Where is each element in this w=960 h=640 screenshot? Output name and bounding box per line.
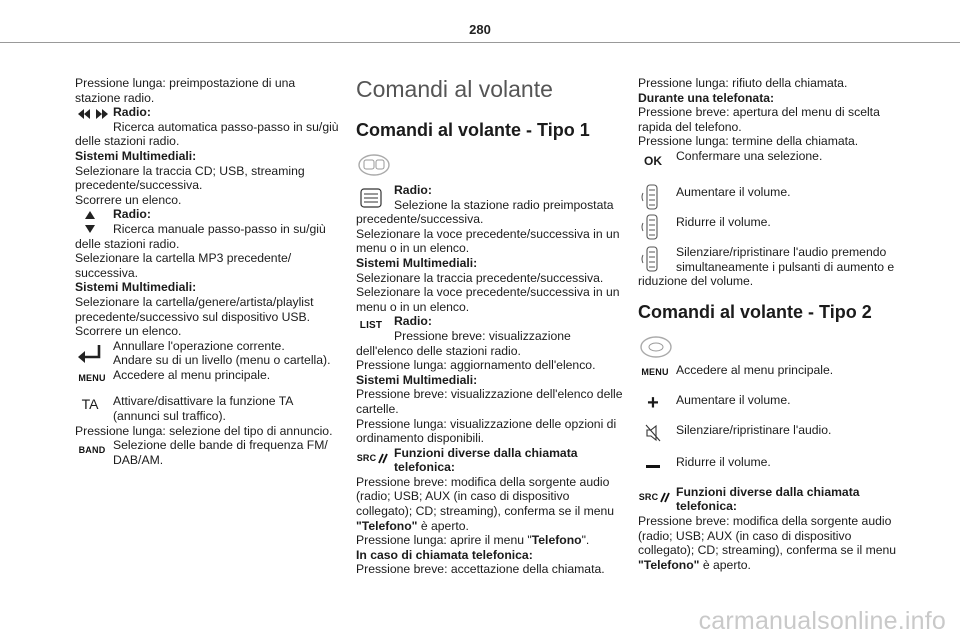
- paragraph: Pressione breve: visualizzazione: [394, 328, 571, 343]
- list-entry: [356, 314, 624, 358]
- plus-icon: +: [647, 391, 659, 414]
- section-title: Sistemi Multimediali:: [356, 255, 478, 270]
- paragraph: Selezionare la voce precedente/successiva in un menu o in un elenco.: [356, 285, 620, 314]
- paragraph: Attivare/disattivare la funzione TA: [113, 394, 294, 409]
- paragraph: precedente/successiva.: [356, 212, 484, 227]
- paragraph: Scorrere un elenco.: [75, 324, 182, 339]
- paragraph: Selezione la stazione radio preimpostata: [394, 197, 614, 212]
- paragraph: Ricerca automatica passo-passo in su/giù: [113, 119, 339, 134]
- paragraph: [638, 558, 898, 573]
- t2-voldown-entry: [638, 455, 898, 485]
- paragraph: Pressione breve: visualizzazione dell'elenco delle cartelle.: [356, 387, 623, 416]
- paragraph: Accedere al menu principale.: [113, 367, 271, 382]
- section-title: Sistemi Multimediali:: [356, 372, 478, 387]
- text: Pressione lunga: aprire il menu ": [356, 533, 532, 548]
- paragraph: Pressione lunga: preimpostazione di una stazione radio.: [75, 76, 296, 105]
- speaker-mute-icon: [638, 423, 668, 443]
- column-2: [356, 76, 624, 577]
- section-title: In caso di chiamata telefonica:: [356, 547, 533, 562]
- section-title: Funzioni diverse dalla chiamata telefonica:: [676, 484, 860, 514]
- paragraph: Ridurre il volume.: [676, 454, 771, 469]
- paragraph: Aumentare il volume.: [676, 392, 791, 407]
- src-phone-icon: [638, 491, 672, 505]
- paragraph: riduzione del volume.: [638, 274, 754, 289]
- volume-down-wheel-icon: [638, 213, 668, 241]
- ta-label-icon: TA: [81, 396, 99, 413]
- paragraph: Andare su di un livello (menu o cartella).: [113, 353, 331, 368]
- section-title: Sistemi Multimediali:: [75, 280, 197, 295]
- updown-entry: [75, 207, 340, 251]
- paragraph: Selezione delle bande di frequenza FM/: [113, 438, 328, 453]
- radio-title: Radio:: [113, 105, 151, 120]
- ok-entry: [638, 149, 898, 177]
- paragraph: simultaneamente i pulsanti di aumento e: [676, 259, 895, 274]
- text: è aperto.: [699, 557, 751, 572]
- telefono-bold: "Telefono": [638, 557, 700, 572]
- paragraph: Pressione lunga: termine della chiamata.: [638, 134, 859, 149]
- paragraph: Pressione lunga: aggiornamento dell'elenco.: [356, 358, 596, 373]
- paragraph: Selezionare la traccia precedente/successiva.: [356, 270, 604, 285]
- telefono-bold: "Telefono": [356, 518, 418, 533]
- paragraph: DAB/AM.: [113, 452, 164, 467]
- paragraph: Pressione lunga: visualizzazione delle opzioni di ordinamento disponibili.: [356, 416, 617, 446]
- paragraph: delle stazioni radio.: [75, 236, 180, 251]
- section-heading: Comandi al volante - Tipo 1: [356, 120, 590, 140]
- t2-src-entry: [638, 485, 898, 514]
- paragraph: Pressione breve: modifica della sorgente audio (radio; USB; AUX (in caso di dispositivo collegato); CD; streaming), conferma se il menu: [638, 513, 897, 558]
- paragraph: Ricerca manuale passo-passo in su/giù: [113, 221, 326, 236]
- menu-label-icon: MENU: [641, 367, 669, 378]
- paragraph: Pressione lunga: selezione del tipo di annuncio.: [75, 423, 333, 438]
- paragraph: Confermare una selezione.: [676, 148, 823, 163]
- volume-up-wheel-icon: [638, 183, 668, 211]
- text: è aperto.: [417, 518, 469, 533]
- t2-mute-entry: [638, 423, 898, 455]
- section-title: Durante una telefonata:: [638, 90, 775, 105]
- paragraph: Scorrere un elenco.: [75, 192, 182, 207]
- paragraph: Selezionare la cartella MP3 precedente/ successiva.: [75, 251, 292, 280]
- section-title: Funzioni diverse dalla chiamata telefonica:: [394, 445, 578, 475]
- paragraph: Annullare l'operazione corrente.: [113, 338, 285, 353]
- scroll-wheel-icon: [356, 187, 386, 209]
- menu-entry: [75, 368, 340, 383]
- minus-icon: [638, 459, 668, 475]
- src-phone-icon: [356, 452, 390, 466]
- back-return-icon: [75, 341, 105, 367]
- text: ".: [581, 533, 590, 548]
- paragraph: Selezionare la voce precedente/successiva in un menu o in un elenco.: [356, 226, 620, 256]
- volup-entry: [638, 185, 898, 215]
- src-label: SRC: [638, 492, 659, 503]
- page-number: 280: [469, 22, 491, 37]
- mute-entry: [638, 245, 898, 289]
- seek-arrows-icon: [75, 107, 111, 121]
- telefono-bold: Telefono: [531, 533, 582, 548]
- t2-volup-entry: [638, 393, 898, 423]
- paragraph: Selezionare la traccia CD; USB, streaming precedente/successiva.: [75, 163, 305, 193]
- paragraph: Pressione breve: accettazione della chiamata.: [356, 562, 605, 577]
- t2-menu-entry: [638, 363, 898, 393]
- back-entry: [75, 339, 340, 368]
- paragraph: Selezionare la cartella/genere/artista/playlist precedente/successivo sul dispositivo USB.: [75, 294, 314, 324]
- paragraph: [356, 533, 624, 548]
- section-title: Sistemi Multimediali:: [75, 148, 197, 163]
- column-1: [75, 76, 340, 467]
- steering-wheel-type1-icon: [356, 153, 624, 183]
- src-label: SRC: [356, 453, 377, 464]
- voldown-entry: [638, 215, 898, 245]
- watermark: carmanualsonline.info: [698, 607, 946, 635]
- paragraph: Aumentare il volume.: [676, 184, 791, 199]
- paragraph: Pressione breve: apertura del menu di scelta rapida del telefono.: [638, 105, 880, 134]
- paragraph: Ridurre il volume.: [676, 214, 771, 229]
- paragraph: Pressione breve: modifica della sorgente audio (radio; USB; AUX (in caso di dispositivo collegato); CD; streaming), conferma se il menu: [356, 474, 615, 519]
- paragraph: dell'elenco delle stazioni radio.: [356, 343, 521, 358]
- page-title: Comandi al volante: [356, 76, 553, 102]
- paragraph: Silenziare/ripristinare l'audio.: [676, 422, 832, 437]
- paragraph: delle stazioni radio.: [75, 134, 180, 149]
- up-down-arrows-icon: [75, 209, 105, 235]
- band-entry: [75, 438, 340, 467]
- paragraph: Pressione lunga: rifiuto della chiamata.: [638, 76, 848, 90]
- radio-title: Radio:: [394, 183, 432, 197]
- paragraph: Accedere al menu principale.: [676, 362, 834, 377]
- paragraph: Silenziare/ripristinare l'audio premendo: [676, 244, 887, 259]
- band-label-icon: BAND: [78, 444, 106, 455]
- ta-entry: [75, 394, 340, 423]
- column-3: [638, 76, 898, 572]
- scroll-wheel-entry: [356, 183, 624, 227]
- radio-title: Radio:: [113, 207, 151, 222]
- section-heading: Comandi al volante - Tipo 2: [638, 301, 872, 322]
- paragraph: (annunci sul traffico).: [113, 409, 226, 424]
- steering-wheel-type2-icon: [638, 335, 898, 363]
- ok-label-icon: OK: [644, 153, 662, 168]
- list-label-icon: LIST: [359, 320, 383, 332]
- src-entry: [356, 446, 624, 475]
- seek-entry: [75, 105, 340, 149]
- menu-label-icon: MENU: [78, 372, 106, 383]
- header-divider: [0, 42, 960, 43]
- paragraph: [356, 519, 624, 534]
- radio-title: Radio:: [394, 314, 432, 329]
- mute-wheel-icon: [638, 245, 668, 273]
